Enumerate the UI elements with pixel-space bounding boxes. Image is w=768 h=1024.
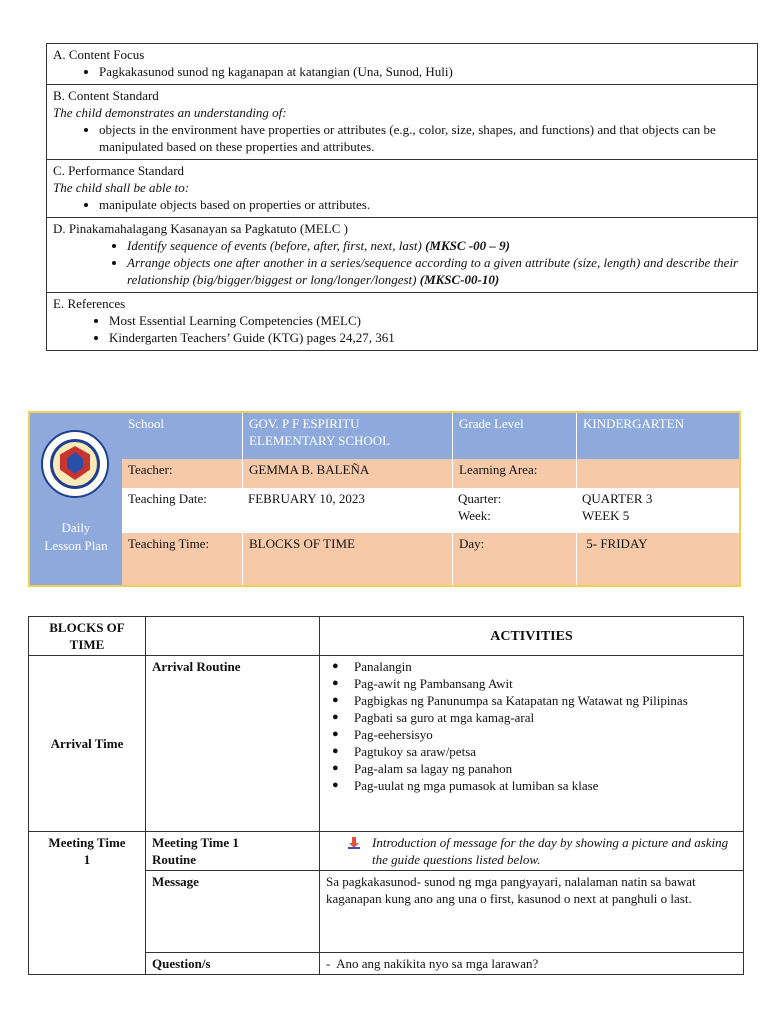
school-label: School bbox=[128, 416, 165, 431]
school-value: GOV. P F ESPIRITU ELEMENTARY SCHOOL bbox=[242, 413, 452, 459]
lesson-plan-header bbox=[28, 411, 741, 587]
learning-area-value bbox=[576, 459, 739, 488]
day-value: 5- FRIDAY bbox=[576, 533, 739, 585]
teacher-value: GEMMA B. BALEÑA bbox=[242, 459, 452, 488]
teacher-label: Teacher: bbox=[128, 462, 173, 477]
list-item: • Most Essential Learning Competencies (MELC) bbox=[109, 312, 751, 329]
arrival-routine-label: Arrival Routine bbox=[146, 656, 320, 832]
section-content-focus bbox=[47, 44, 757, 85]
message-text: Sa pagkakasunod- sunod ng mga pangyayari, nalalaman natin sa bawat kaganapan kung ano ang una o first, kasunod o next at panghuli o last. bbox=[320, 871, 744, 953]
list-item: ● Pagbati sa guro at mga kamag-aral bbox=[354, 709, 737, 726]
section-heading: D. Pinakamahalagang Kasanayan sa Pagkatuto (MELC ) bbox=[53, 221, 348, 236]
day-label: Day: bbox=[452, 533, 576, 585]
message-label: Message bbox=[146, 871, 320, 953]
teaching-time-value: BLOCKS OF TIME bbox=[242, 533, 452, 585]
list-item bbox=[127, 254, 751, 288]
daily-lesson-plan-title: Daily Lesson Plan bbox=[44, 520, 108, 553]
list-item: ● Pag-awit ng Pambansang Awit bbox=[354, 675, 737, 692]
table-header-row bbox=[29, 617, 744, 656]
list-item: ● Panalangin bbox=[354, 658, 737, 675]
header-row-time bbox=[122, 533, 739, 585]
list-item: • objects in the environment have properties or attributes (e.g., color, size, shapes, and functions) and that objects can be manipulated based on these properties and attributes. bbox=[99, 121, 751, 155]
melc-code: (MKSC-00-10) bbox=[419, 272, 500, 287]
standards-box bbox=[46, 43, 758, 351]
list-item: ● Pag-uulat ng mga pumasok at lumiban sa klase bbox=[354, 777, 737, 794]
section-intro: The child demonstrates an understanding of: bbox=[53, 105, 287, 120]
learning-area-label: Learning Area: bbox=[452, 459, 576, 488]
list-item: ● Pagbigkas ng Panunumpa sa Katapatan ng Watawat ng Pilipinas bbox=[354, 692, 737, 709]
table-row-meeting bbox=[29, 832, 744, 871]
melc-text: Identify sequence of events (before, after, first, next, last) bbox=[127, 238, 426, 253]
meeting-routine-label: Meeting Time 1 Routine bbox=[146, 832, 320, 871]
list-item: • Kindergarten Teachers’ Guide (KTG) pages 24,27, 361 bbox=[109, 329, 751, 346]
section-heading: A. Content Focus bbox=[53, 47, 145, 62]
section-heading: E. References bbox=[53, 296, 126, 311]
section-performance-standard bbox=[47, 160, 757, 218]
meeting-routine-text bbox=[320, 832, 744, 871]
section-heading: B. Content Standard bbox=[53, 88, 159, 103]
header-row-date bbox=[122, 488, 739, 533]
table-row-arrival bbox=[29, 656, 744, 832]
teaching-date-value: FEBRUARY 10, 2023 bbox=[248, 491, 365, 506]
activities-table bbox=[28, 616, 744, 975]
block-arrival-time: Arrival Time bbox=[29, 656, 146, 832]
list-item bbox=[127, 237, 751, 254]
block-meeting-time-1: Meeting Time 1 bbox=[29, 832, 146, 975]
section-references bbox=[47, 293, 757, 350]
melc-text: Arrange objects one after another in a series/sequence according to a given attribute (size, length) and describe their relationship (big/bigger/biggest or long/longer/longest) bbox=[127, 255, 739, 287]
arrow-down-icon bbox=[348, 837, 360, 849]
col-header-activities: ACTIVITIES bbox=[320, 617, 744, 656]
quarter-week-value: QUARTER 3 WEEK 5 bbox=[582, 491, 653, 523]
quarter-week-label: Quarter: Week: bbox=[458, 491, 502, 523]
header-sidebar bbox=[30, 413, 122, 585]
section-content-standard bbox=[47, 85, 757, 160]
deped-seal-logo bbox=[41, 430, 109, 498]
section-intro: The child shall be able to: bbox=[53, 180, 190, 195]
melc-code: (MKSC -00 – 9) bbox=[425, 238, 510, 253]
list-item: Introduction of message for the day by showing a picture and asking the guide questions listed below. bbox=[372, 834, 737, 868]
arrival-routine-items bbox=[320, 656, 744, 832]
header-row-school bbox=[122, 413, 739, 459]
teaching-date-label: Teaching Date: bbox=[128, 491, 207, 506]
grade-value: KINDERGARTEN bbox=[576, 413, 739, 459]
col-header-blocks: BLOCKS OF TIME bbox=[29, 617, 146, 656]
grade-label: Grade Level bbox=[452, 413, 576, 459]
col-header-empty bbox=[146, 617, 320, 656]
questions-label: Question/s bbox=[146, 953, 320, 975]
list-item: • manipulate objects based on properties or attributes. bbox=[99, 196, 751, 213]
teaching-time-label: Teaching Time: bbox=[128, 536, 210, 551]
list-item: ● Pag-eehersisyo bbox=[354, 726, 737, 743]
list-item: • Pagkakasunod sunod ng kaganapan at katangian (Una, Sunod, Huli) bbox=[99, 63, 751, 80]
question-item: - Ano ang nakikita nyo sa mga larawan? bbox=[320, 953, 744, 975]
header-row-teacher bbox=[122, 459, 739, 488]
list-item: ● Pag-alam sa lagay ng panahon bbox=[354, 760, 737, 777]
section-heading: C. Performance Standard bbox=[53, 163, 185, 178]
section-melc bbox=[47, 218, 757, 293]
list-item: ● Pagtukoy sa araw/petsa bbox=[354, 743, 737, 760]
